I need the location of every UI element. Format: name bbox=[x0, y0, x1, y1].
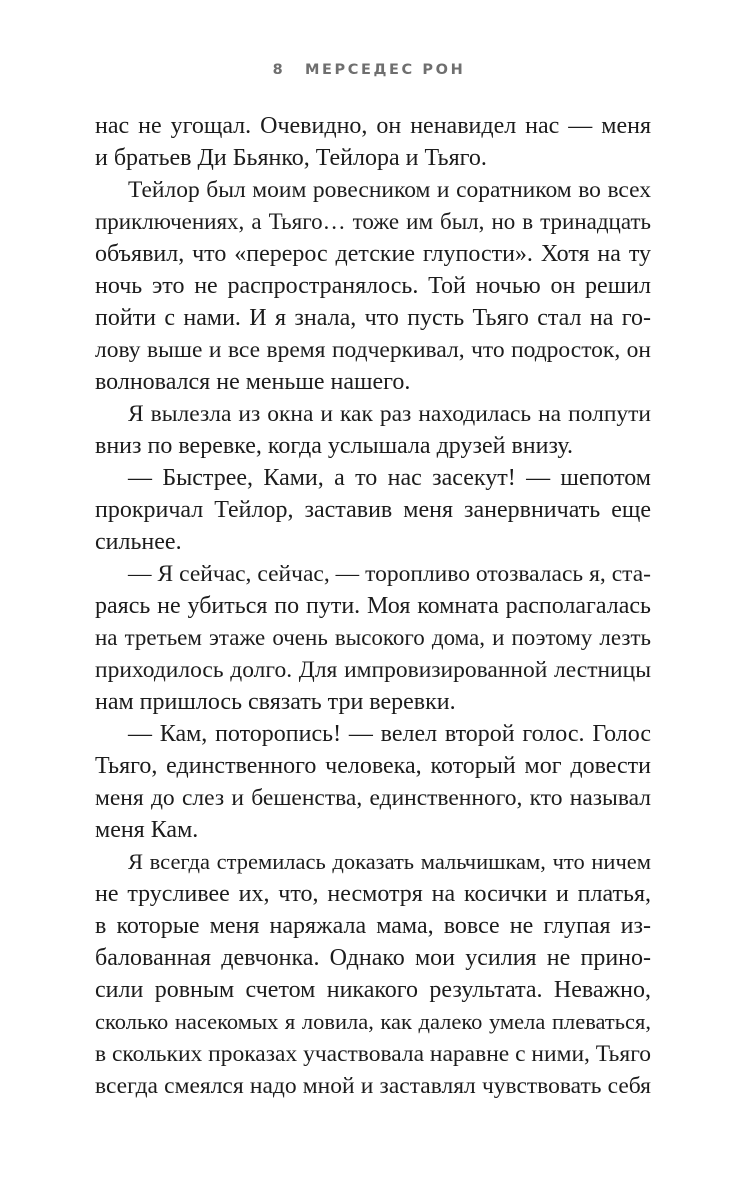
text-line: меня до слез и бешенства, единственного, кто называл bbox=[95, 785, 651, 811]
text-line: Тьяго, единственного человека, который мог довести bbox=[95, 753, 651, 779]
text-line: в которые меня наряжала мама, вовсе не глупая из- bbox=[95, 913, 651, 939]
text-line: — Кам, поторопись! — велел второй голос. Голос bbox=[128, 721, 651, 747]
text-line: балованная девчонка. Однако мои усилия не прино- bbox=[95, 945, 651, 971]
text-line: сили ровным счетом никакого результата. Неважно, bbox=[95, 977, 651, 1003]
text-line: объявил, что «перерос детские глупости». Хотя на ту bbox=[95, 241, 651, 267]
text-line: волновался не меньше нашего. bbox=[95, 369, 411, 395]
text-line: нас не угощал. Очевидно, он ненавидел нас — меня bbox=[95, 113, 651, 139]
text-line: меня Кам. bbox=[95, 817, 199, 843]
text-line: вниз по веревке, когда услышала друзей внизу. bbox=[95, 433, 574, 459]
text-line: приходилось долго. Для импровизированной лестницы bbox=[95, 657, 651, 683]
text-line: ночь это не распространялось. Той ночью он решил bbox=[95, 273, 651, 299]
text-line: приключениях, а Тьяго… тоже им был, но в тринадцать bbox=[95, 209, 651, 234]
text-line: не трусливее их, что, несмотря на косички и платья, bbox=[95, 881, 651, 907]
text-line: пойти с нами. И я знала, что пусть Тьяго стал на го- bbox=[95, 305, 651, 331]
text-line: Тейлор был моим ровесником и соратником во всех bbox=[128, 177, 651, 203]
text-line: всегда смеялся надо мной и заставлял чувствовать себя bbox=[95, 1073, 651, 1099]
page-number: 8 bbox=[272, 62, 286, 78]
text-line: — Быстрее, Ками, а то нас засекут! — шепотом bbox=[128, 465, 651, 491]
text-line: прокричал Тейлор, заставив меня занервничать еще bbox=[95, 497, 651, 523]
text-line: сильнее. bbox=[95, 529, 182, 555]
body-text bbox=[95, 110, 651, 1102]
text-line: раясь не убиться по пути. Моя комната располагалась bbox=[95, 593, 651, 619]
running-header bbox=[0, 62, 738, 78]
text-line: нам пришлось связать три веревки. bbox=[95, 689, 456, 715]
text-line: лову выше и все время подчеркивал, что подросток, он bbox=[95, 337, 651, 363]
author-name: МЕРСЕДЕС РОН bbox=[305, 62, 466, 78]
text-line: в скольких проказах участвовала наравне с ними, Тьяго bbox=[95, 1041, 651, 1067]
text-line: — Я сейчас, сейчас, — торопливо отозвалась я, ста- bbox=[128, 561, 651, 587]
text-line: сколько насекомых я ловила, как далеко умела плеваться, bbox=[95, 1009, 651, 1034]
text-line: и братьев Ди Бьянко, Тейлора и Тьяго. bbox=[95, 145, 487, 171]
text-line: Я всегда стремилась доказать мальчишкам, что ничем bbox=[128, 849, 651, 874]
text-line: Я вылезла из окна и как раз находилась на полпути bbox=[128, 401, 651, 427]
text-line: на третьем этаже очень высокого дома, и поэтому лезть bbox=[95, 625, 651, 650]
